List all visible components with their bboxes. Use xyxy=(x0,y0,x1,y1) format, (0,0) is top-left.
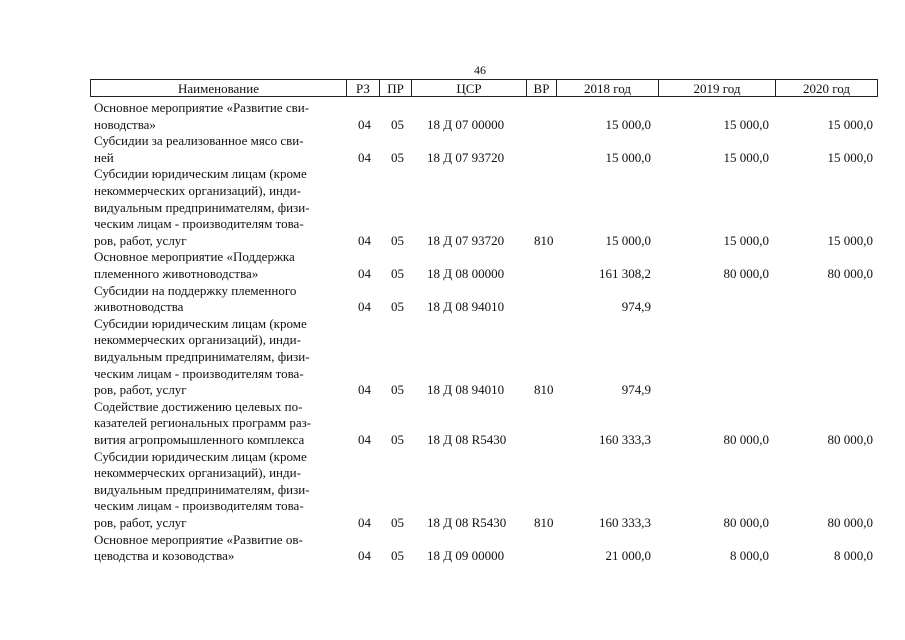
row-name: Субсидии за реализованное мясо сви- ней xyxy=(94,133,304,165)
row-value-2020: 8 000,0 xyxy=(834,548,873,564)
row-pr: 05 xyxy=(391,548,404,564)
row-csr: 18 Д 08 94010 xyxy=(427,299,505,315)
col-rz-header: РЗ xyxy=(347,80,380,96)
row-value-2020: 15 000,0 xyxy=(827,116,873,132)
row-value-2018: 15 000,0 xyxy=(605,232,651,248)
row-csr: 18 Д 08 R5430 xyxy=(427,431,507,447)
row-csr: 18 Д 08 94010 xyxy=(427,382,505,398)
col-name-header: Наименование xyxy=(91,80,347,96)
row-csr: 18 Д 08 00000 xyxy=(427,265,505,281)
row-pr: 05 xyxy=(391,431,404,447)
col-2020-header: 2020 год xyxy=(803,81,850,96)
row-pr: 05 xyxy=(391,232,404,248)
row-value-2018: 161 308,2 xyxy=(599,265,651,281)
col-2019-header: 2019 год xyxy=(659,80,776,96)
row-csr: 18 Д 07 93720 xyxy=(427,149,505,165)
col-csr-header: ЦСР xyxy=(412,80,527,96)
row-vr: 810 xyxy=(534,232,554,248)
row-value-2019: 15 000,0 xyxy=(723,116,769,132)
row-vr: 810 xyxy=(534,514,554,530)
page-number: 46 xyxy=(474,63,486,77)
row-name: Субсидии юридическим лицам (кроме некоммерческих организаций), инди- видуальным предпринимателям, физи- ческим лицам - производителям това- ров, работ, услуг xyxy=(94,166,310,248)
row-value-2018: 160 333,3 xyxy=(599,514,651,530)
row-pr: 05 xyxy=(391,265,404,281)
row-pr: 05 xyxy=(391,116,404,132)
col-vr-header: ВР xyxy=(527,80,557,96)
row-name: Основное мероприятие «Развитие сви- новодства» xyxy=(94,100,310,132)
row-rz: 04 xyxy=(358,116,371,132)
row-rz: 04 xyxy=(358,299,371,315)
row-name: Субсидии на поддержку племенного животноводства xyxy=(94,282,297,315)
row-name: Основное мероприятие «Поддержка племенного животноводства» xyxy=(94,249,295,281)
row-value-2020: 15 000,0 xyxy=(827,232,873,248)
row-value-2018: 15 000,0 xyxy=(605,116,651,132)
row-value-2020: 80 000,0 xyxy=(827,265,873,281)
row-value-2019: 15 000,0 xyxy=(723,232,769,248)
table-header xyxy=(90,79,878,97)
row-name: Содействие достижению целевых по- казателей региональных программ раз- вития агропромышленного комплекса xyxy=(94,398,312,447)
row-csr: 18 Д 07 93720 xyxy=(427,232,505,248)
row-value-2019: 8 000,0 xyxy=(730,548,769,564)
row-value-2018: 15 000,0 xyxy=(605,149,651,165)
row-csr: 18 Д 07 00000 xyxy=(427,116,505,132)
row-rz: 04 xyxy=(358,265,371,281)
row-rz: 04 xyxy=(358,382,371,398)
row-pr: 05 xyxy=(391,514,404,530)
row-csr: 18 Д 08 R5430 xyxy=(427,514,507,530)
row-value-2019: 15 000,0 xyxy=(723,149,769,165)
row-pr: 05 xyxy=(391,149,404,165)
row-value-2019: 80 000,0 xyxy=(723,431,769,447)
row-value-2018: 21 000,0 xyxy=(605,548,651,564)
row-value-2020: 15 000,0 xyxy=(827,149,873,165)
row-rz: 04 xyxy=(358,431,371,447)
col-2018-header: 2018 год xyxy=(557,80,659,96)
row-value-2018: 974,9 xyxy=(621,382,651,398)
row-pr: 05 xyxy=(391,299,404,315)
row-rz: 04 xyxy=(358,232,371,248)
row-vr: 810 xyxy=(534,382,554,398)
row-value-2018: 974,9 xyxy=(621,299,651,315)
row-name: Субсидии юридическим лицам (кроме некоммерческих организаций), инди- видуальным предпринимателям, физи- ческим лицам - производителям това- ров, работ, услуг xyxy=(94,315,310,398)
row-value-2020: 80 000,0 xyxy=(827,514,873,530)
row-pr: 05 xyxy=(391,382,404,398)
row-name: Субсидии юридическим лицам (кроме некоммерческих организаций), инди- видуальным предпринимателям, физи- ческим лицам - производителям това- ров, работ, услуг xyxy=(94,448,310,530)
row-value-2019: 80 000,0 xyxy=(723,265,769,281)
row-rz: 04 xyxy=(358,514,371,530)
row-value-2019: 80 000,0 xyxy=(723,514,769,530)
row-value-2020: 80 000,0 xyxy=(827,431,873,447)
row-value-2018: 160 333,3 xyxy=(599,431,651,447)
col-pr-header: ПР xyxy=(380,80,412,96)
row-csr: 18 Д 09 00000 xyxy=(427,548,505,564)
row-name: Основное мероприятие «Развитие ов- цеводства и козоводства» xyxy=(94,531,303,564)
row-rz: 04 xyxy=(358,149,371,165)
row-rz: 04 xyxy=(358,548,371,564)
